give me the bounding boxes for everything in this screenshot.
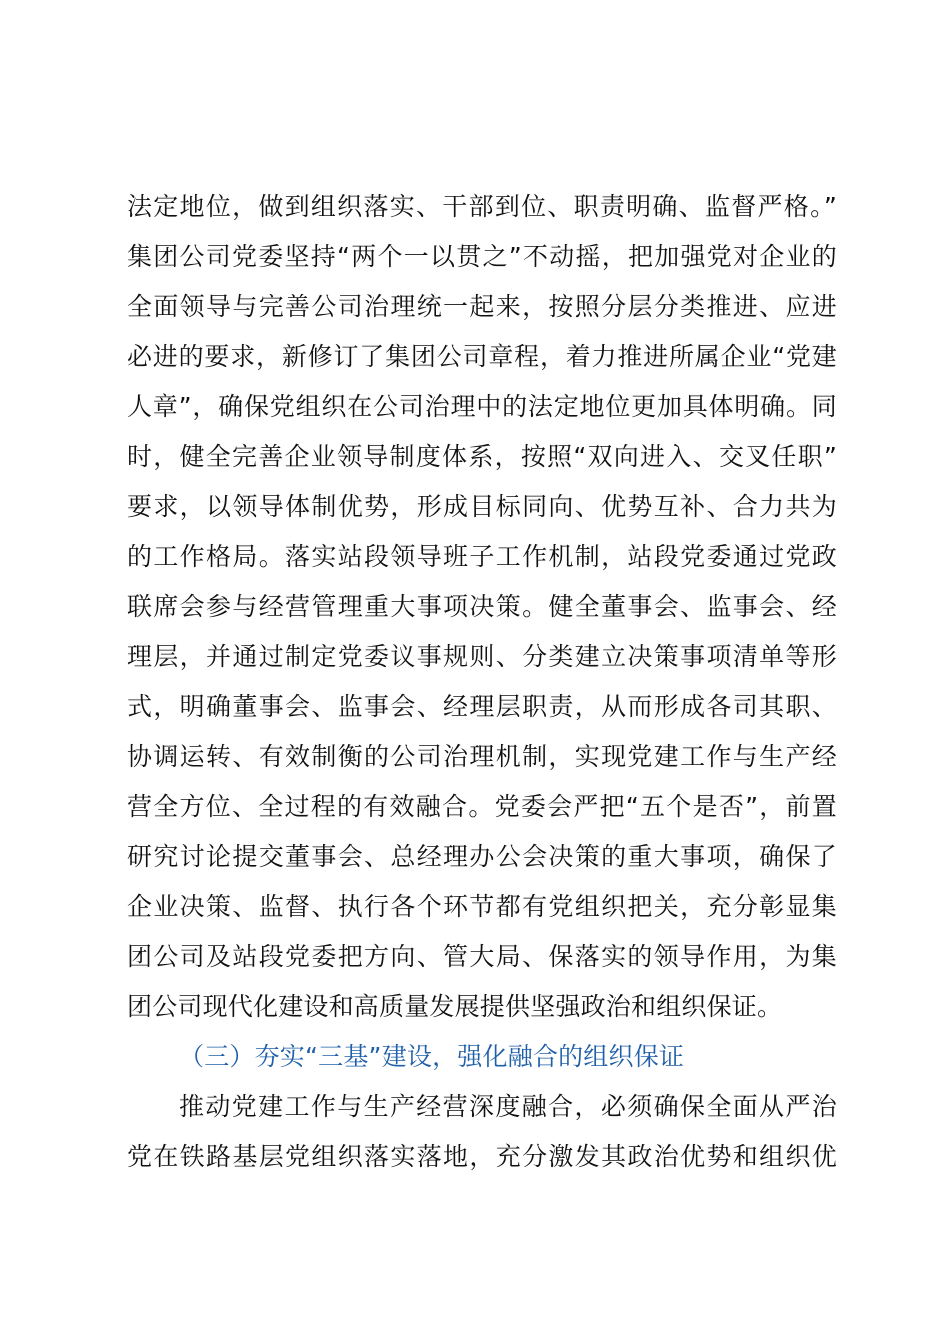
section-heading: （三）夯实“三基”建设，强化融合的组织保证 [179, 1042, 685, 1071]
text-line: 时，健全完善企业领导制度体系，按照“双向进入、交叉任职” [127, 442, 837, 471]
text-line: 要求，以领导体制优势，形成目标同向、优势互补、合力共为 [127, 492, 837, 521]
text-line: 团公司及站段党委把方向、管大局、保落实的领导作用，为集 [127, 942, 837, 971]
text-line: 推动党建工作与生产经营深度融合，必须确保全面从严治 [179, 1092, 837, 1121]
text-line: 党在铁路基层党组织落实落地，充分激发其政治优势和组织优 [127, 1142, 837, 1171]
text-line: 法定地位，做到组织落实、干部到位、职责明确、监督严格。” [127, 192, 837, 221]
text-line: 团公司现代化建设和高质量发展提供坚强政治和组织保证。 [127, 992, 783, 1021]
text-line: 理层，并通过制定党委议事规则、分类建立决策事项清单等形 [127, 642, 837, 671]
text-line: 集团公司党委坚持“两个一以贯之”不动摇，把加强党对企业的 [127, 242, 837, 271]
document-body [127, 182, 837, 1182]
text-line: 必进的要求，新修订了集团公司章程，着力推进所属企业“党建 [127, 342, 837, 371]
text-line: 式，明确董事会、监事会、经理层职责，从而形成各司其职、 [127, 692, 837, 721]
paragraph-2 [127, 1082, 837, 1182]
text-line: 协调运转、有效制衡的公司治理机制，实现党建工作与生产经 [127, 742, 837, 771]
text-line: 的工作格局。落实站段领导班子工作机制，站段党委通过党政 [127, 542, 837, 571]
text-line: 全面领导与完善公司治理统一起来，按照分层分类推进、应进 [127, 292, 837, 321]
text-line: 人章”，确保党组织在公司治理中的法定地位更加具体明确。同 [127, 392, 837, 421]
text-line: 企业决策、监督、执行各个环节都有党组织把关，充分彰显集 [127, 892, 837, 921]
paragraph-1 [127, 182, 837, 1032]
text-line: 联席会参与经营管理重大事项决策。健全董事会、监事会、经 [127, 592, 837, 621]
text-line: 研究讨论提交董事会、总经理办公会决策的重大事项，确保了 [127, 842, 837, 871]
text-line: 营全方位、全过程的有效融合。党委会严把“五个是否”，前置 [127, 792, 837, 821]
